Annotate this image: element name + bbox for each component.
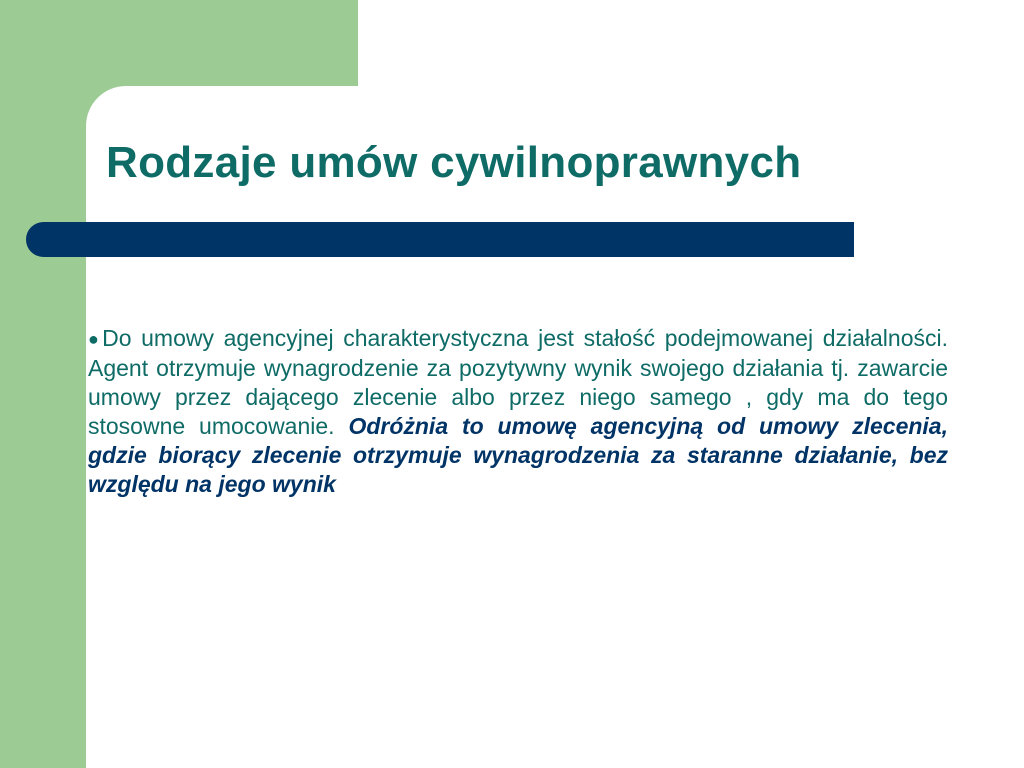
slide-title: Rodzaje umów cywilnoprawnych xyxy=(106,138,802,187)
title-underline-bar xyxy=(26,222,854,257)
bullet-icon: ● xyxy=(88,329,103,349)
body-text-normal: Do umowy agencyjnej charakterystyczna jest stałość podejmowanej działalności. Agent otrzymuje wynagrodzenie za pozytywny wynik swojego działania tj. zawarcie umowy przez dającego zlecenie albo przez niego samego , gdy ma do tego stosowne umocowanie. xyxy=(88,325,948,439)
body-text-emphasis: Odróżnia to umowę agencyjną od umowy zlecenia, gdzie biorący zlecenie otrzymuje wynagrodzenia za staranne działanie, bez względu na jego wynik xyxy=(88,413,948,497)
bullet-paragraph xyxy=(88,324,948,499)
